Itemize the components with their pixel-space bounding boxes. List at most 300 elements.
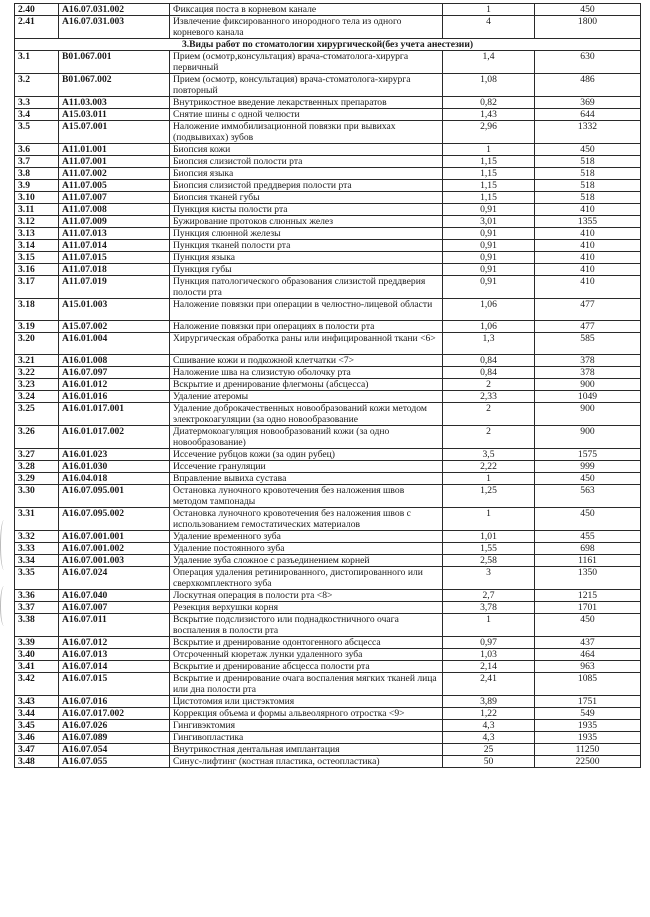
row-number: 3.25: [15, 403, 59, 426]
service-name: Удаление атеромы: [170, 391, 443, 403]
price: 464: [535, 649, 641, 661]
section-title: 3.Виды работ по стоматологии хирургической(без учета анестезии): [15, 39, 641, 51]
table-row: [15, 97, 641, 109]
price: 369: [535, 97, 641, 109]
service-code: A11.03.003: [59, 97, 170, 109]
service-name: Биопсия кожи: [170, 144, 443, 156]
row-number: 3.1: [15, 51, 59, 74]
service-code: A11.01.001: [59, 144, 170, 156]
table-row: [15, 590, 641, 602]
price: 1085: [535, 673, 641, 696]
row-number: 3.6: [15, 144, 59, 156]
service-name: Цистотомия или цистэктомия: [170, 696, 443, 708]
service-name: Наложение шва на слизистую оболочку рта: [170, 367, 443, 379]
price: 450: [535, 473, 641, 485]
table-row: [15, 696, 641, 708]
row-number: 2.40: [15, 4, 59, 16]
service-name: Вскрытие и дренирование очага воспаления мягких тканей лица или дна полости рта: [170, 673, 443, 696]
row-number: 3.9: [15, 180, 59, 192]
row-number: 3.10: [15, 192, 59, 204]
table-row: [15, 355, 641, 367]
price: 455: [535, 531, 641, 543]
row-number: 3.26: [15, 426, 59, 449]
row-number: 3.22: [15, 367, 59, 379]
price: 410: [535, 264, 641, 276]
price: 963: [535, 661, 641, 673]
service-name: Пункция слюнной железы: [170, 228, 443, 240]
table-row: [15, 708, 641, 720]
coefficient: 1,55: [443, 543, 535, 555]
service-name: Лоскутная операция в полости рта <8>: [170, 590, 443, 602]
service-code: A16.01.016: [59, 391, 170, 403]
service-name: Наложение повязки при операциях в полости рта: [170, 321, 443, 333]
service-name: Хирургическая обработка раны или инфицированной ткани <6>: [170, 333, 443, 355]
price: 410: [535, 204, 641, 216]
price: 1751: [535, 696, 641, 708]
row-number: 3.15: [15, 252, 59, 264]
coefficient: 1: [443, 4, 535, 16]
row-number: 3.14: [15, 240, 59, 252]
table-row: [15, 252, 641, 264]
service-code: A11.07.009: [59, 216, 170, 228]
service-code: A16.07.014: [59, 661, 170, 673]
price: 1161: [535, 555, 641, 567]
service-code: A16.07.095.001: [59, 485, 170, 508]
service-code: A16.01.030: [59, 461, 170, 473]
row-number: 3.41: [15, 661, 59, 673]
coefficient: 1,15: [443, 192, 535, 204]
service-code: A16.07.017.002: [59, 708, 170, 720]
row-number: 3.24: [15, 391, 59, 403]
price: 630: [535, 51, 641, 74]
table-row: [15, 51, 641, 74]
service-name: Сшивание кожи и подкожной клетчатки <7>: [170, 355, 443, 367]
price: 900: [535, 403, 641, 426]
service-name: Иссечение рубцов кожи (за один рубец): [170, 449, 443, 461]
services-table: [14, 3, 641, 768]
price: 518: [535, 156, 641, 168]
coefficient: 1,06: [443, 299, 535, 321]
coefficient: 2,33: [443, 391, 535, 403]
service-code: A11.07.019: [59, 276, 170, 299]
row-number: 3.47: [15, 744, 59, 756]
price: 1332: [535, 121, 641, 144]
service-code: A16.01.017.002: [59, 426, 170, 449]
row-number: 3.46: [15, 732, 59, 744]
service-code: A16.07.011: [59, 614, 170, 637]
service-name: Биопсия слизистой преддверия полости рта: [170, 180, 443, 192]
services-table-body: [15, 4, 641, 768]
row-number: 3.35: [15, 567, 59, 590]
service-name: Гингивэктомия: [170, 720, 443, 732]
coefficient: 0,84: [443, 367, 535, 379]
service-code: A16.07.001.002: [59, 543, 170, 555]
service-code: A16.07.040: [59, 590, 170, 602]
service-name: Диатермокоагуляция новообразований кожи (за одно новообразование): [170, 426, 443, 449]
service-code: A16.07.055: [59, 756, 170, 768]
row-number: 3.21: [15, 355, 59, 367]
service-name: Резекция верхушки корня: [170, 602, 443, 614]
price: 11250: [535, 744, 641, 756]
service-name: Пункция тканей полости рта: [170, 240, 443, 252]
price: 900: [535, 379, 641, 391]
service-name: Удаление постоянного зуба: [170, 543, 443, 555]
service-code: A16.07.001.003: [59, 555, 170, 567]
row-number: 3.31: [15, 508, 59, 531]
coefficient: 2,96: [443, 121, 535, 144]
price: 585: [535, 333, 641, 355]
table-row: [15, 379, 641, 391]
service-name: Наложение иммобилизационной повязки при вывихах (подвывихах) зубов: [170, 121, 443, 144]
table-row: [15, 204, 641, 216]
service-code: A11.07.005: [59, 180, 170, 192]
table-row: [15, 4, 641, 16]
coefficient: 2,41: [443, 673, 535, 696]
service-name: Удаление зуба сложное с разъединением корней: [170, 555, 443, 567]
row-number: 3.36: [15, 590, 59, 602]
table-row: [15, 555, 641, 567]
service-code: A16.07.013: [59, 649, 170, 661]
price-list-page: [14, 3, 640, 768]
price: 1215: [535, 590, 641, 602]
coefficient: 2,14: [443, 661, 535, 673]
coefficient: 1,01: [443, 531, 535, 543]
service-name: Вскрытие и дренирование одонтогенного абсцесса: [170, 637, 443, 649]
row-number: 3.5: [15, 121, 59, 144]
service-code: A16.07.031.002: [59, 4, 170, 16]
table-row: [15, 403, 641, 426]
coefficient: 3: [443, 567, 535, 590]
service-name: Остановка луночного кровотечения без наложения швов методом тампонады: [170, 485, 443, 508]
price: 518: [535, 192, 641, 204]
coefficient: 0,91: [443, 252, 535, 264]
service-name: Биопсия тканей губы: [170, 192, 443, 204]
table-row: [15, 473, 641, 485]
service-name: Биопсия языка: [170, 168, 443, 180]
table-row: [15, 543, 641, 555]
price: 1935: [535, 720, 641, 732]
scan-margin-mark: [0, 520, 8, 570]
price: 1350: [535, 567, 641, 590]
coefficient: 3,89: [443, 696, 535, 708]
table-row: [15, 732, 641, 744]
table-row: [15, 508, 641, 531]
price: 450: [535, 4, 641, 16]
price: 1935: [535, 732, 641, 744]
service-code: B01.067.002: [59, 74, 170, 97]
row-number: 3.32: [15, 531, 59, 543]
service-code: A16.07.026: [59, 720, 170, 732]
service-name: Внутрикостное введение лекарственных препаратов: [170, 97, 443, 109]
table-row: [15, 426, 641, 449]
coefficient: 0,91: [443, 228, 535, 240]
price: 563: [535, 485, 641, 508]
service-name: Снятие шины с одной челюсти: [170, 109, 443, 121]
coefficient: 0,91: [443, 240, 535, 252]
service-code: A16.07.007: [59, 602, 170, 614]
table-row: [15, 276, 641, 299]
table-row: [15, 168, 641, 180]
coefficient: 1,25: [443, 485, 535, 508]
service-code: A16.01.008: [59, 355, 170, 367]
coefficient: 4: [443, 16, 535, 39]
service-code: A16.07.024: [59, 567, 170, 590]
service-code: A11.07.015: [59, 252, 170, 264]
row-number: 3.48: [15, 756, 59, 768]
service-code: A16.07.015: [59, 673, 170, 696]
row-number: 3.42: [15, 673, 59, 696]
row-number: 3.23: [15, 379, 59, 391]
table-row: [15, 240, 641, 252]
table-row: [15, 673, 641, 696]
service-name: Остановка луночного кровотечения без наложения швов с использованием гемостатических материалов: [170, 508, 443, 531]
row-number: 2.41: [15, 16, 59, 39]
service-code: A11.07.008: [59, 204, 170, 216]
price: 437: [535, 637, 641, 649]
price: 1701: [535, 602, 641, 614]
table-row: [15, 109, 641, 121]
service-name: Фиксация поста в корневом канале: [170, 4, 443, 16]
coefficient: 0,97: [443, 637, 535, 649]
row-number: 3.43: [15, 696, 59, 708]
row-number: 3.37: [15, 602, 59, 614]
service-code: A15.07.002: [59, 321, 170, 333]
price: 1575: [535, 449, 641, 461]
service-code: A16.07.001.001: [59, 531, 170, 543]
coefficient: 2,58: [443, 555, 535, 567]
coefficient: 1,15: [443, 180, 535, 192]
service-code: A11.07.007: [59, 192, 170, 204]
price: 549: [535, 708, 641, 720]
row-number: 3.3: [15, 97, 59, 109]
coefficient: 3,5: [443, 449, 535, 461]
table-row: [15, 216, 641, 228]
price: 410: [535, 228, 641, 240]
coefficient: 2: [443, 379, 535, 391]
coefficient: 3,78: [443, 602, 535, 614]
coefficient: 1: [443, 473, 535, 485]
coefficient: 1,15: [443, 168, 535, 180]
price: 518: [535, 168, 641, 180]
service-code: A11.07.014: [59, 240, 170, 252]
service-code: A11.07.002: [59, 168, 170, 180]
section-header-row: [15, 39, 641, 51]
coefficient: 1,22: [443, 708, 535, 720]
scan-margin-mark: [0, 586, 8, 626]
coefficient: 25: [443, 744, 535, 756]
table-row: [15, 602, 641, 614]
coefficient: 3,01: [443, 216, 535, 228]
service-name: Операция удаления ретинированного, дистопированного или сверхкомплектного зуба: [170, 567, 443, 590]
coefficient: 0,91: [443, 204, 535, 216]
table-row: [15, 192, 641, 204]
service-name: Отсроченный кюретаж лунки удаленного зуба: [170, 649, 443, 661]
coefficient: 1: [443, 614, 535, 637]
service-name: Внутрикостная дентальная имплантация: [170, 744, 443, 756]
row-number: 3.45: [15, 720, 59, 732]
row-number: 3.39: [15, 637, 59, 649]
service-name: Прием (осмотр,консультация) врача-стоматолога-хирурга первичный: [170, 51, 443, 74]
price: 410: [535, 240, 641, 252]
service-name: Вскрытие и дренирование флегмоны (абсцесса): [170, 379, 443, 391]
coefficient: 1: [443, 144, 535, 156]
service-name: Бужирование протоков слюнных желез: [170, 216, 443, 228]
row-number: 3.8: [15, 168, 59, 180]
price: 644: [535, 109, 641, 121]
service-name: Пункция кисты полости рта: [170, 204, 443, 216]
table-row: [15, 367, 641, 379]
service-code: A15.03.011: [59, 109, 170, 121]
table-row: [15, 756, 641, 768]
service-code: A16.07.016: [59, 696, 170, 708]
coefficient: 50: [443, 756, 535, 768]
row-number: 3.34: [15, 555, 59, 567]
coefficient: 0,82: [443, 97, 535, 109]
service-name: Вскрытие подслизистого или поднадкостничного очага воспаления в полости рта: [170, 614, 443, 637]
table-row: [15, 567, 641, 590]
table-row: [15, 144, 641, 156]
coefficient: 2: [443, 426, 535, 449]
service-name: Вскрытие и дренирование абсцесса полости рта: [170, 661, 443, 673]
table-row: [15, 74, 641, 97]
service-name: Гингивопластика: [170, 732, 443, 744]
price: 378: [535, 355, 641, 367]
row-number: 3.11: [15, 204, 59, 216]
table-row: [15, 121, 641, 144]
row-number: 3.4: [15, 109, 59, 121]
coefficient: 1: [443, 508, 535, 531]
service-code: A16.07.095.002: [59, 508, 170, 531]
price: 477: [535, 299, 641, 321]
table-row: [15, 531, 641, 543]
row-number: 3.18: [15, 299, 59, 321]
price: 900: [535, 426, 641, 449]
table-row: [15, 449, 641, 461]
service-name: Биопсия слизистой полости рта: [170, 156, 443, 168]
service-code: A16.07.012: [59, 637, 170, 649]
table-row: [15, 391, 641, 403]
row-number: 3.2: [15, 74, 59, 97]
service-name: Наложение повязки при операции в челюстно-лицевой области: [170, 299, 443, 321]
row-number: 3.17: [15, 276, 59, 299]
row-number: 3.27: [15, 449, 59, 461]
service-name: Пункция патологического образования слизистой преддверия полости рта: [170, 276, 443, 299]
price: 1355: [535, 216, 641, 228]
table-row: [15, 333, 641, 355]
table-row: [15, 485, 641, 508]
coefficient: 1,06: [443, 321, 535, 333]
row-number: 3.16: [15, 264, 59, 276]
price: 378: [535, 367, 641, 379]
service-code: A16.07.031.003: [59, 16, 170, 39]
price: 410: [535, 252, 641, 264]
table-row: [15, 461, 641, 473]
table-row: [15, 649, 641, 661]
row-number: 3.20: [15, 333, 59, 355]
table-row: [15, 720, 641, 732]
price: 518: [535, 180, 641, 192]
row-number: 3.12: [15, 216, 59, 228]
service-code: A16.07.089: [59, 732, 170, 744]
price: 22500: [535, 756, 641, 768]
price: 698: [535, 543, 641, 555]
coefficient: 1,4: [443, 51, 535, 74]
coefficient: 4,3: [443, 720, 535, 732]
price: 410: [535, 276, 641, 299]
service-code: A15.07.001: [59, 121, 170, 144]
price: 450: [535, 144, 641, 156]
row-number: 3.30: [15, 485, 59, 508]
table-row: [15, 264, 641, 276]
price: 999: [535, 461, 641, 473]
table-row: [15, 744, 641, 756]
coefficient: 0,84: [443, 355, 535, 367]
service-code: A16.07.054: [59, 744, 170, 756]
row-number: 3.29: [15, 473, 59, 485]
service-code: B01.067.001: [59, 51, 170, 74]
service-name: Коррекция объема и формы альвеолярного отростка <9>: [170, 708, 443, 720]
coefficient: 1,43: [443, 109, 535, 121]
service-name: Прием (осмотр, консультация) врача-стоматолога-хирурга повторный: [170, 74, 443, 97]
row-number: 3.7: [15, 156, 59, 168]
row-number: 3.28: [15, 461, 59, 473]
coefficient: 2,22: [443, 461, 535, 473]
service-code: A11.07.018: [59, 264, 170, 276]
row-number: 3.33: [15, 543, 59, 555]
row-number: 3.40: [15, 649, 59, 661]
service-code: A16.01.004: [59, 333, 170, 355]
table-row: [15, 321, 641, 333]
coefficient: 0,91: [443, 264, 535, 276]
coefficient: 1,03: [443, 649, 535, 661]
service-name: Иссечение грануляции: [170, 461, 443, 473]
price: 477: [535, 321, 641, 333]
service-name: Пункция языка: [170, 252, 443, 264]
coefficient: 4,3: [443, 732, 535, 744]
table-row: [15, 299, 641, 321]
service-name: Извлечение фиксированного инородного тела из одного корневого канала: [170, 16, 443, 39]
table-row: [15, 637, 641, 649]
table-row: [15, 16, 641, 39]
price: 450: [535, 508, 641, 531]
service-code: A11.07.013: [59, 228, 170, 240]
row-number: 3.19: [15, 321, 59, 333]
service-code: A16.01.017.001: [59, 403, 170, 426]
service-code: A16.04.018: [59, 473, 170, 485]
coefficient: 1,08: [443, 74, 535, 97]
coefficient: 2: [443, 403, 535, 426]
price: 1049: [535, 391, 641, 403]
service-code: A16.01.012: [59, 379, 170, 391]
service-name: Пункция губы: [170, 264, 443, 276]
price: 450: [535, 614, 641, 637]
table-row: [15, 661, 641, 673]
coefficient: 1,15: [443, 156, 535, 168]
service-name: Синус-лифтинг (костная пластика, остеопластика): [170, 756, 443, 768]
price: 1800: [535, 16, 641, 39]
service-name: Удаление временного зуба: [170, 531, 443, 543]
coefficient: 2,7: [443, 590, 535, 602]
service-name: Удаление доброкачественных новообразований кожи методом электрокоагуляции (за одно новообразование: [170, 403, 443, 426]
row-number: 3.44: [15, 708, 59, 720]
table-row: [15, 156, 641, 168]
coefficient: 0,91: [443, 276, 535, 299]
row-number: 3.38: [15, 614, 59, 637]
service-code: A16.01.023: [59, 449, 170, 461]
table-row: [15, 228, 641, 240]
service-code: A11.07.001: [59, 156, 170, 168]
row-number: 3.13: [15, 228, 59, 240]
